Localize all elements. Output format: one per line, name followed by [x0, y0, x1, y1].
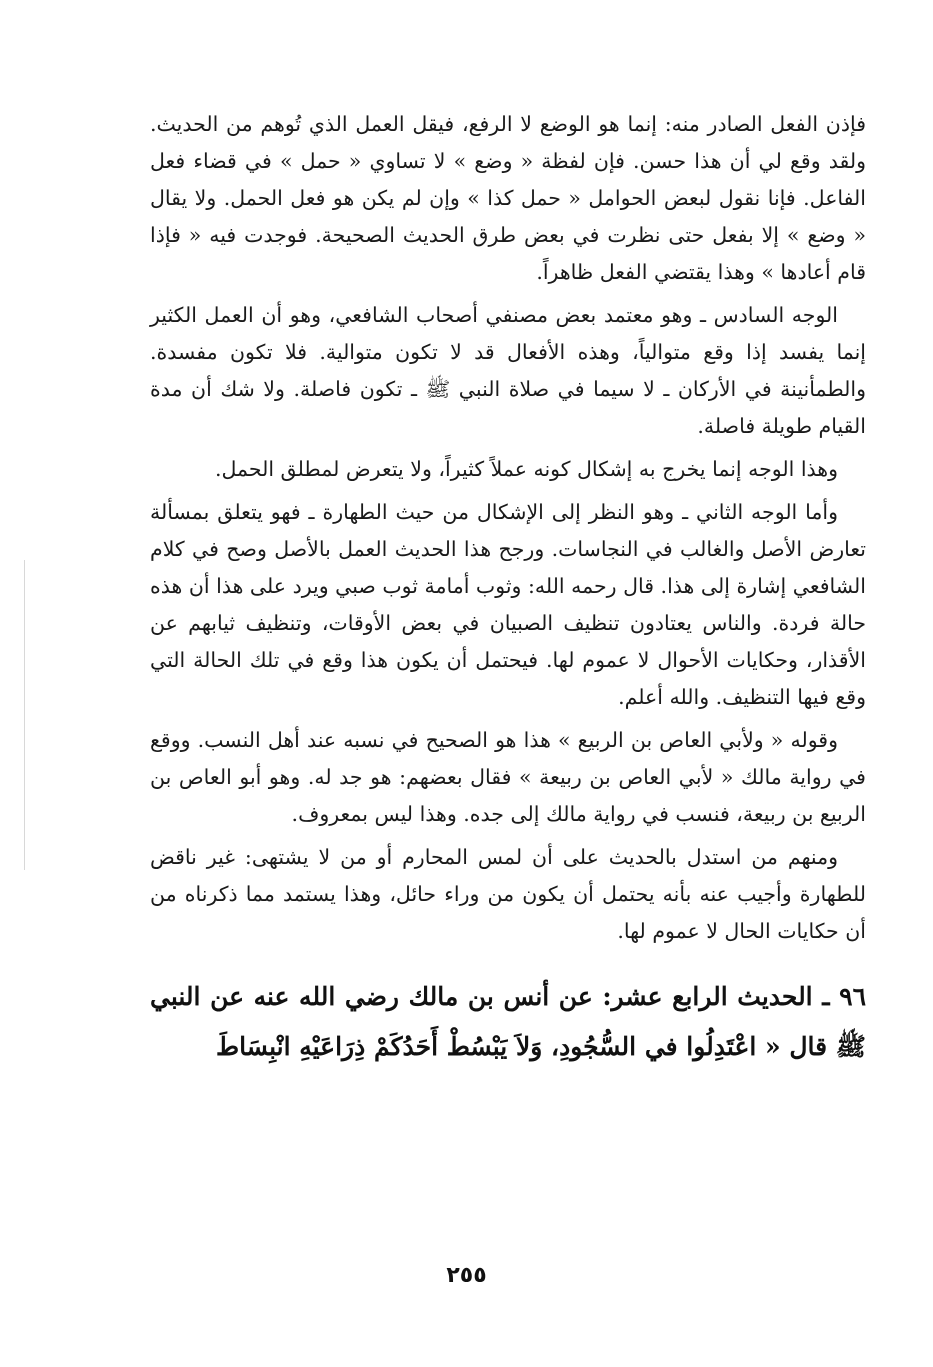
hadith-text: ـ الحديث الرابع عشر: عن أنس بن مالك رضي الله عنه عن النبي ﷺ قال « اعْتَدِلُوا في السُّجُودِ، وَلاَ يَبْسُطْ أَحَدُكَمْ ذِرَاعَيْهِ انْبِسَاطَ	[150, 982, 866, 1061]
paragraph-1: فإذن الفعل الصادر منه: إنما هو الوضع لا الرفع، فيقل العمل الذي تُوهم من الحديث. ولقد وقع لي أن هذا حسن. فإن لفظة « وضع » لا تساوي « حمل » في قضاء فعل الفاعل. فإنا نقول لبعض الحوامل « حمل كذا » وإن لم يكن هو فعل الحمل. ولا يقال « وضع » إلا بفعل حتى نظرت في بعض طرق الحديث الصحيحة. فوجدت فيه « فإذا قام أعادها » وهذا يقتضي الفعل ظاهراً.	[150, 112, 866, 284]
page-number: ٢٥٥	[446, 1263, 487, 1288]
hadith-heading	[150, 972, 866, 1072]
paragraph-6: ومنهم من استدل بالحديث على أن لمس المحارم أو من لا يشتهى: غير ناقض للطهارة وأجيب عنه بأنه يحتمل أن يكون من وراء حائل، وهذا يستمد مما ذكرناه من أن حكايات الحال لا عموم لها.	[150, 845, 866, 943]
margin-line	[24, 560, 25, 870]
paragraph-5: وقوله « ولأبي العاص بن الربيع » هذا هو الصحيح في نسبه عند أهل النسب. ووقع في رواية مالك « لأبي العاص بن ربيعة » فقال بعضهم: هو جد له. وهو أبو العاص بن الربيع بن ربيعة، فنسب في رواية مالك إلى جده. وهذا ليس بمعروف.	[150, 728, 866, 826]
paragraph-4: وأما الوجه الثاني ـ وهو النظر إلى الإشكال من حيث الطهارة ـ فهو يتعلق بمسألة تعارض الأصل والغالب في النجاسات. ورجح هذا الحديث العمل بالأصل وصح في كلام الشافعي إشارة إلى هذا. قال رحمه الله: وثوب أمامة ثوب صبي ويرد على هذا أن هذه حالة فردة. والناس يعتادون تنظيف الصبيان في بعض الأوقات، وتنظيف ثيابهم عن الأقذار، وحكايات الأحوال لا عموم لها. فيحتمل أن يكون هذا وقع في تلك الحالة التي وقع فيها التنظيف. والله أعلم.	[150, 500, 866, 709]
hadith-number: ٩٦	[839, 982, 866, 1011]
paragraph-3: وهذا الوجه إنما يخرج به إشكال كونه عملاً كثيراً، ولا يتعرض لمطلق الحمل.	[214, 457, 838, 481]
main-text-column	[150, 106, 866, 1072]
paragraph-2: الوجه السادس ـ وهو معتمد بعض مصنفي أصحاب الشافعي، وهو أن العمل الكثير إنما يفسد إذا وقع متوالياً، وهذه الأفعال قد لا تكون متوالية. فلا تكون مفسدة. والطمأنينة في الأركان ـ لا سيما في صلاة النبي ﷺ ـ تكون فاصلة. ولا شك أن مدة القيام طويلة فاصلة.	[150, 303, 866, 438]
